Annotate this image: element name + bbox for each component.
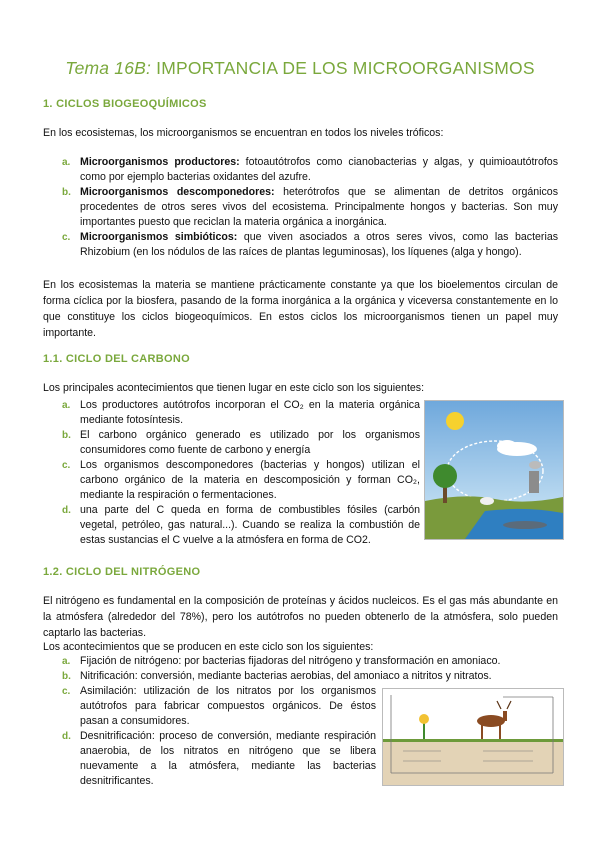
- carbon-cycle-illustration: [424, 400, 564, 540]
- section1-intro: En los ecosistemas, los microorganismos se encuentran en todos los niveles tróficos:: [43, 127, 444, 139]
- list-item: c. Microorganismos simbióticos: que viven asociados a otros seres vivos, como las bacterias Rhizobium (en los nódulos de las raíces de plantas leguminosas), los líquenes (alga y hongo).: [62, 231, 559, 258]
- factory-icon: [529, 471, 539, 493]
- list-item: a. Fijación de nitrógeno: por bacterias fijadoras del nitrógeno y transformación en amoniaco.: [62, 655, 501, 667]
- list-item: a. Los productores autótrofos incorporan el CO₂ en la materia orgánica mediante fotosíntesis.: [62, 399, 420, 426]
- section11-list: [62, 398, 420, 548]
- carbon-cycle-image: [425, 401, 563, 539]
- list-item: b. El carbono orgánico generado es utilizado por los organismos consumidores como fuente de carbono y energía: [62, 429, 420, 456]
- section-heading-nitrogeno: 1.2. CICLO DEL NITRÓGENO: [43, 566, 201, 578]
- section-heading-carbono: 1.1. CICLO DEL CARBONO: [43, 353, 190, 365]
- sun-icon: [446, 412, 464, 430]
- nitrogen-cycle-illustration: [382, 688, 564, 786]
- section11-intro: Los principales acontecimientos que tienen lugar en este ciclo son los siguientes:: [43, 382, 425, 394]
- tree-icon: [433, 464, 457, 488]
- section12-list-top: [62, 654, 558, 684]
- list-item: d. una parte del C queda en forma de combustibles fósiles (carbón vegetal, petróleo, gas natural...). Cuando se realiza la combustión de estas sustancias el C vuelve a la atmósfera en forma de CO2.: [62, 504, 420, 546]
- list-item: c. Asimilación: utilización de los nitratos por los organismos autótrofos para fabricar compuestos orgánicos. De éstos pasan a consumidores.: [62, 685, 376, 727]
- list-item: c. Los organismos descomponedores (bacterias y hongos) utilizan el carbono orgánico de la materia en descomposición y forman CO₂, mediante la respiración o fermentaciones.: [62, 459, 420, 501]
- page-title: [0, 58, 600, 79]
- title-number: Tema 16B:: [65, 58, 152, 78]
- section1-list: [62, 155, 558, 260]
- list-item: d. Desnitrificación: proceso de conversión, mediante respiración anaerobia, de los nitratos en nitrógeno que se libera nuevamente a la atmósfera, mediante las bacterias desnitrificantes.: [62, 730, 376, 787]
- nitrogen-cycle-image: [383, 689, 563, 785]
- list-item: a. Microorganismos productores: fotoautótrofos como cianobacterias y algas, y quimioautótrofos como por ejemplo bacterias oxidantes del azufre.: [62, 156, 558, 183]
- section1-paragraph: En los ecosistemas la materia se mantiene prácticamente constante ya que los bioelementos circulan de forma cíclica por la biosfera, pasando de la forma inorgánica a la orgánica y viceversa constantemente en lo que constituye los ciclos biogeoquímicos. En estos ciclos los microorganismos tienen un papel muy importante.: [43, 279, 558, 339]
- section-heading-ciclos: 1. CICLOS BIOGEOQUÍMICOS: [43, 98, 207, 110]
- list-item: b. Nitrificación: conversión, mediante bacterias aerobias, del amoniaco a nitritos y nitratos.: [62, 670, 492, 682]
- section12-list-bottom: [62, 684, 376, 789]
- title-text: IMPORTANCIA DE LOS MICROORGANISMOS: [151, 58, 535, 78]
- animal-icon: [480, 497, 494, 505]
- section12-intro: Los acontecimientos que se producen en este ciclo son los siguientes:: [43, 641, 374, 653]
- section12-paragraph: El nitrógeno es fundamental en la composición de proteínas y ácidos nucleicos. Es el gas más abundante en la atmósfera (alrededor del 78%), pero los autótrofos no pueden obtenerlo de la atmósfera, solo pueden captarlo las bacterias.: [43, 595, 558, 639]
- flower-icon: [419, 714, 429, 724]
- list-item: b. Microorganismos descomponedores: heterótrofos que se alimentan de detritos orgánicos procedentes de otros seres vivos del ecosistema. Principalmente hongos y bacterias. Son muy importantes puesto que reciclan la materia orgánica a inorgánica.: [62, 186, 558, 228]
